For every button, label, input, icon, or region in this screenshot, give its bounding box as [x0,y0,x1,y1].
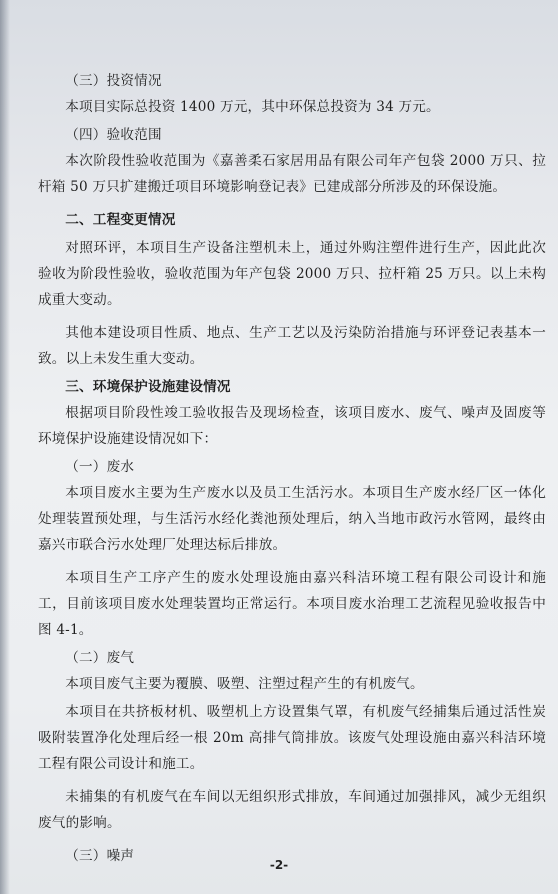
page-shadow-edge [0,0,10,894]
section-heading-environmental-facilities: 三、环境保护设施建设情况 [65,379,231,395]
paragraph-waste-gas-treatment: 本项目在共挤板材机、吸塑机上方设置集气罩，有机废气经捕集后通过活性炭吸附装置净化处理后经一根 20m 高排气筒排放。该废气处理设施由嘉兴科洁环境工程有限公司设计和施工。 [38,704,546,772]
section-heading-waste-gas: （二）废气 [65,650,135,666]
section-heading-acceptance-scope: （四）验收范围 [65,127,162,143]
section-heading-investment: （三）投资情况 [65,73,162,89]
paragraph-fugitive-gas: 未捕集的有机废气在车间以无组织形式排放，车间通过加强排风，减少无组织废气的影响。 [38,789,546,831]
section-heading-noise: （三）噪声 [65,848,135,864]
section-heading-engineering-changes: 二、工程变更情况 [65,212,176,228]
paragraph-other-changes: 其他本建设项目性质、地点、生产工艺以及污染防治措施与环评登记表基本一致。以上未发生重大变动。 [38,325,546,367]
paragraph-facilities-intro: 根据项目阶段性竣工验收报告及现场检查，该项目废水、废气、噪声及固废等环境保护设施建设情况如下： [38,405,546,447]
paragraph-investment: 本项目实际总投资 1400 万元，其中环保总投资为 34 万元。 [65,99,440,115]
paragraph-wastewater-facility: 本项目生产工序产生的废水处理设施由嘉兴科洁环境工程有限公司设计和施工，目前该项目废水处理装置均正常运行。本项目废水治理工艺流程见验收报告中图 4-1。 [38,570,546,638]
paragraph-acceptance-scope: 本次阶段性验收范围为《嘉善柔石家居用品有限公司年产包袋 2000 万只、拉杆箱 50 万只扩建搬迁项目环境影响登记表》已建成部分所涉及的环保设施。 [38,153,546,195]
section-heading-wastewater: （一）废水 [65,459,135,475]
paragraph-engineering-changes: 对照环评，本项目生产设备注塑机未上，通过外购注塑件进行生产，因此此次验收为阶段性验收，验收范围为年产包袋 2000 万只、拉杆箱 25 万只。以上未构成重大变动。 [38,240,546,308]
page-number: -2- [269,858,289,872]
paragraph-waste-gas-source: 本项目废气主要为覆膜、吸塑、注塑过程产生的有机废气。 [65,676,424,692]
paragraph-wastewater: 本项目废水主要为生产废水以及员工生活污水。本项目生产废水经厂区一体化处理装置预处理，与生活污水经化粪池预处理后，纳入当地市政污水管网，最终由嘉兴市联合污水处理厂处理达标后排放。 [38,485,546,553]
document-body [38,68,546,869]
